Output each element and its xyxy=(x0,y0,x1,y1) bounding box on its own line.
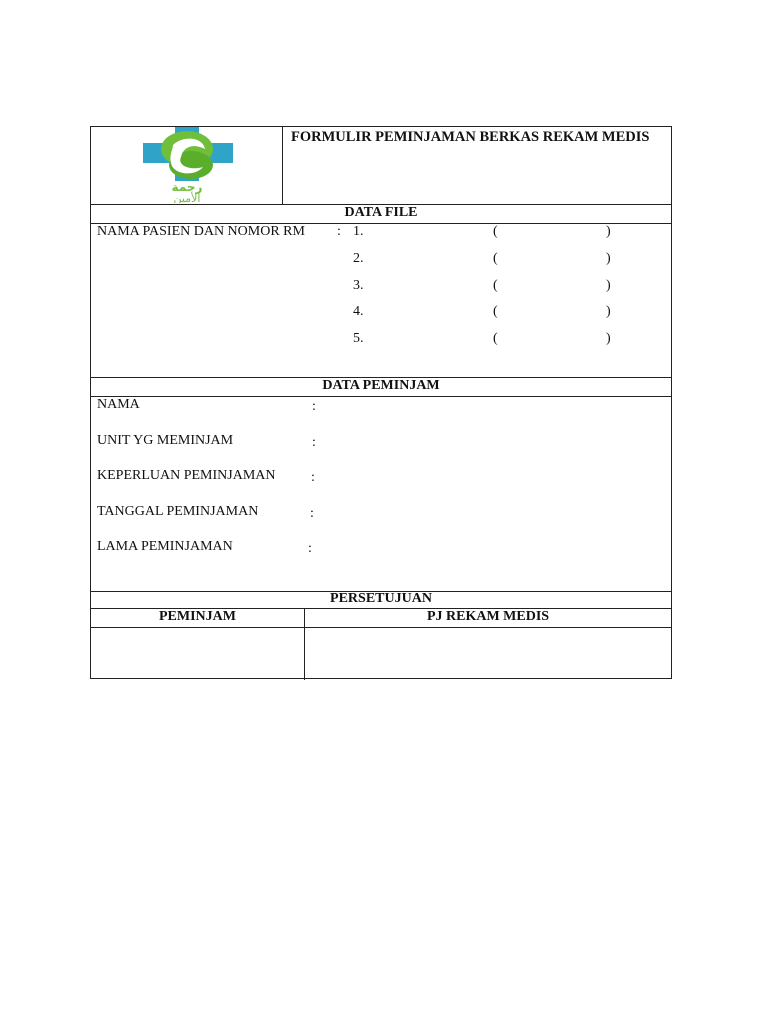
field-label-keperluan: KEPERLUAN PEMINJAMAN xyxy=(97,468,276,483)
hospital-logo xyxy=(133,127,243,203)
section-heading-data-peminjam: DATA PEMINJAM xyxy=(322,378,440,393)
open-paren: ( xyxy=(493,224,498,239)
section-heading-data-file: DATA FILE xyxy=(344,205,418,220)
entry-number: 3. xyxy=(353,278,364,293)
colon: : xyxy=(311,470,315,485)
section-heading-persetujuan: PERSETUJUAN xyxy=(330,591,432,606)
divider xyxy=(91,396,671,397)
colon: : xyxy=(308,541,312,556)
open-paren: ( xyxy=(493,304,498,319)
approval-col-peminjam: PEMINJAM xyxy=(159,609,236,624)
entry-number: 4. xyxy=(353,304,364,319)
open-paren: ( xyxy=(493,251,498,266)
close-paren: ) xyxy=(606,224,611,239)
form-title: FORMULIR PEMINJAMAN BERKAS REKAM MEDIS xyxy=(291,129,650,145)
approval-col-pj-rekam-medis: PJ REKAM MEDIS xyxy=(426,609,550,624)
signature-box-pj-rekam-medis[interactable] xyxy=(305,628,671,679)
close-paren: ) xyxy=(606,304,611,319)
open-paren: ( xyxy=(493,278,498,293)
close-paren: ) xyxy=(606,278,611,293)
colon: : xyxy=(337,224,341,239)
open-paren: ( xyxy=(493,331,498,346)
logo-icon xyxy=(133,127,243,203)
signature-box-peminjam[interactable] xyxy=(91,628,303,679)
entry-number: 1. xyxy=(353,224,364,239)
entry-number: 2. xyxy=(353,251,364,266)
field-label-unit: UNIT YG MEMINJAM xyxy=(97,433,234,448)
colon: : xyxy=(312,435,316,450)
close-paren: ) xyxy=(606,331,611,346)
loan-form xyxy=(90,126,672,679)
close-paren: ) xyxy=(606,251,611,266)
field-label-tanggal: TANGGAL PEMINJAMAN xyxy=(97,504,259,519)
header-divider xyxy=(282,127,283,204)
svg-text:رحمة: رحمة xyxy=(171,180,203,194)
svg-text:الأمين: الأمين xyxy=(173,192,201,203)
colon: : xyxy=(310,506,314,521)
field-label-nama: NAMA xyxy=(97,397,140,412)
colon: : xyxy=(312,399,316,414)
field-label-lama: LAMA PEMINJAMAN xyxy=(97,539,233,554)
patient-rm-label: NAMA PASIEN DAN NOMOR RM xyxy=(97,224,305,239)
entry-number: 5. xyxy=(353,331,364,346)
